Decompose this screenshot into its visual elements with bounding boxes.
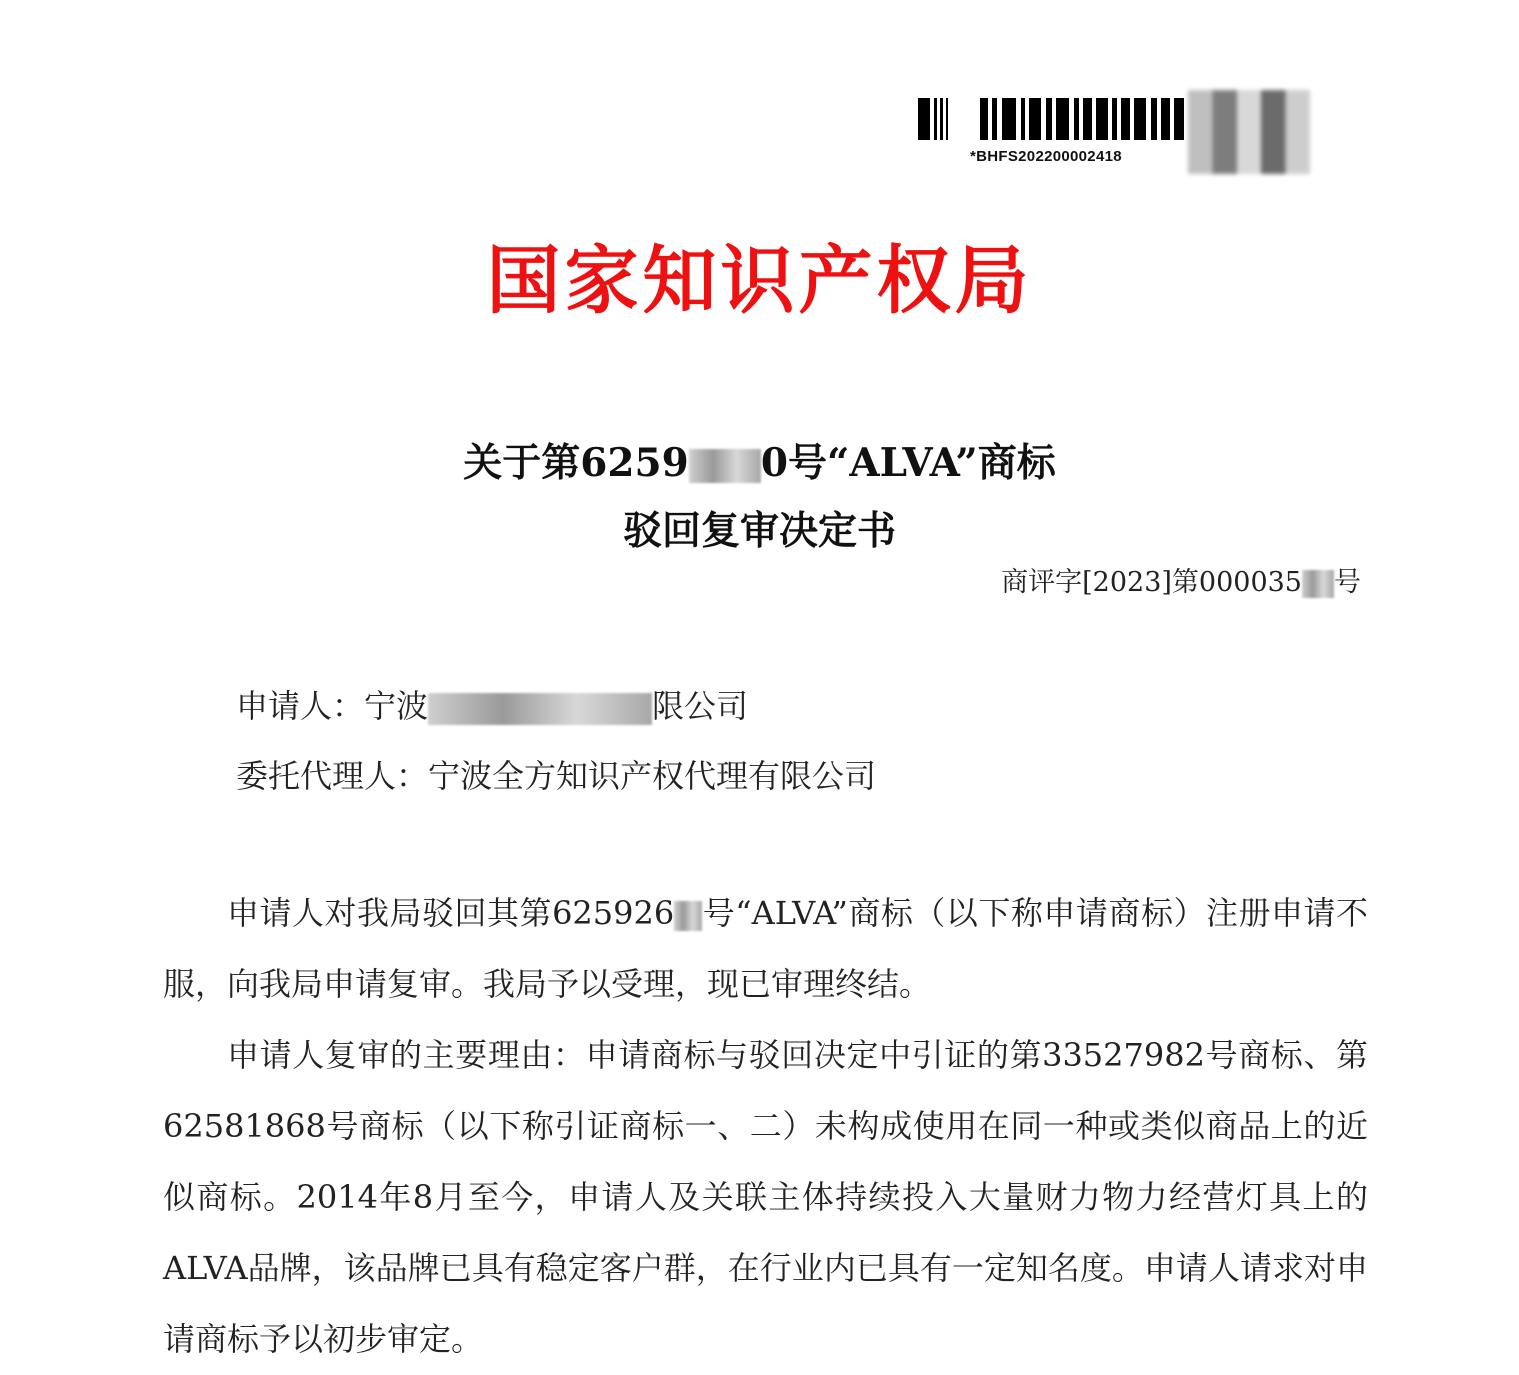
docno-prefix: 商评字[2023]第000035 bbox=[1001, 567, 1302, 598]
applicant-suffix: 限公司 bbox=[652, 687, 749, 725]
redaction-mask bbox=[674, 901, 702, 931]
document-subtitle: 驳回复审决定书 bbox=[622, 508, 896, 554]
redaction-mask bbox=[1302, 570, 1334, 598]
para1-prefix: 申请人对我局驳回其第625926 bbox=[227, 894, 675, 932]
body-paragraph-1 bbox=[163, 878, 1368, 1020]
barcode-number: *BHFS202200002418 bbox=[970, 148, 1122, 165]
applicant-label: 申请人： bbox=[236, 687, 365, 725]
applicant-line bbox=[236, 681, 748, 727]
redacted-code-block bbox=[1188, 90, 1310, 174]
agent-name: 宁波全方知识产权代理有限公司 bbox=[428, 757, 877, 795]
redaction-mask bbox=[428, 693, 652, 725]
agent-line bbox=[236, 751, 876, 797]
body-paragraph-2: 申请人复审的主要理由：申请商标与驳回决定中引证的第33527982号商标、第62581868号商标（以下称引证商标一、二）未构成使用在同一种或类似商品上的近似商标。2014年8月至今，申请人及关联主体持续投入大量财力物力经营灯具上的ALVA品牌，该品牌已具有稳定客户群，在行业内已具有一定知名度。申请人请求对申请商标予以初步审定。 bbox=[163, 1036, 1368, 1358]
agency-name: 国家知识产权局 bbox=[486, 238, 1033, 324]
document-title bbox=[0, 432, 1519, 488]
title-prefix: 关于第6259 bbox=[463, 440, 689, 486]
title-suffix: 0号“ALVA”商标 bbox=[760, 440, 1056, 486]
applicant-prefix: 宁波 bbox=[364, 687, 429, 725]
docno-suffix: 号 bbox=[1334, 567, 1361, 598]
agent-label: 委托代理人： bbox=[236, 757, 429, 795]
redaction-mask bbox=[689, 449, 761, 483]
barcode-bars bbox=[918, 98, 1188, 140]
document-barcode bbox=[918, 98, 1310, 174]
document-number bbox=[1001, 560, 1361, 599]
para1-suffix: 号“ALVA”商标（以下称申请商标）注册申请不服，向我局申请复审。我局予以受理，现已审理终结。 bbox=[163, 894, 1368, 1003]
